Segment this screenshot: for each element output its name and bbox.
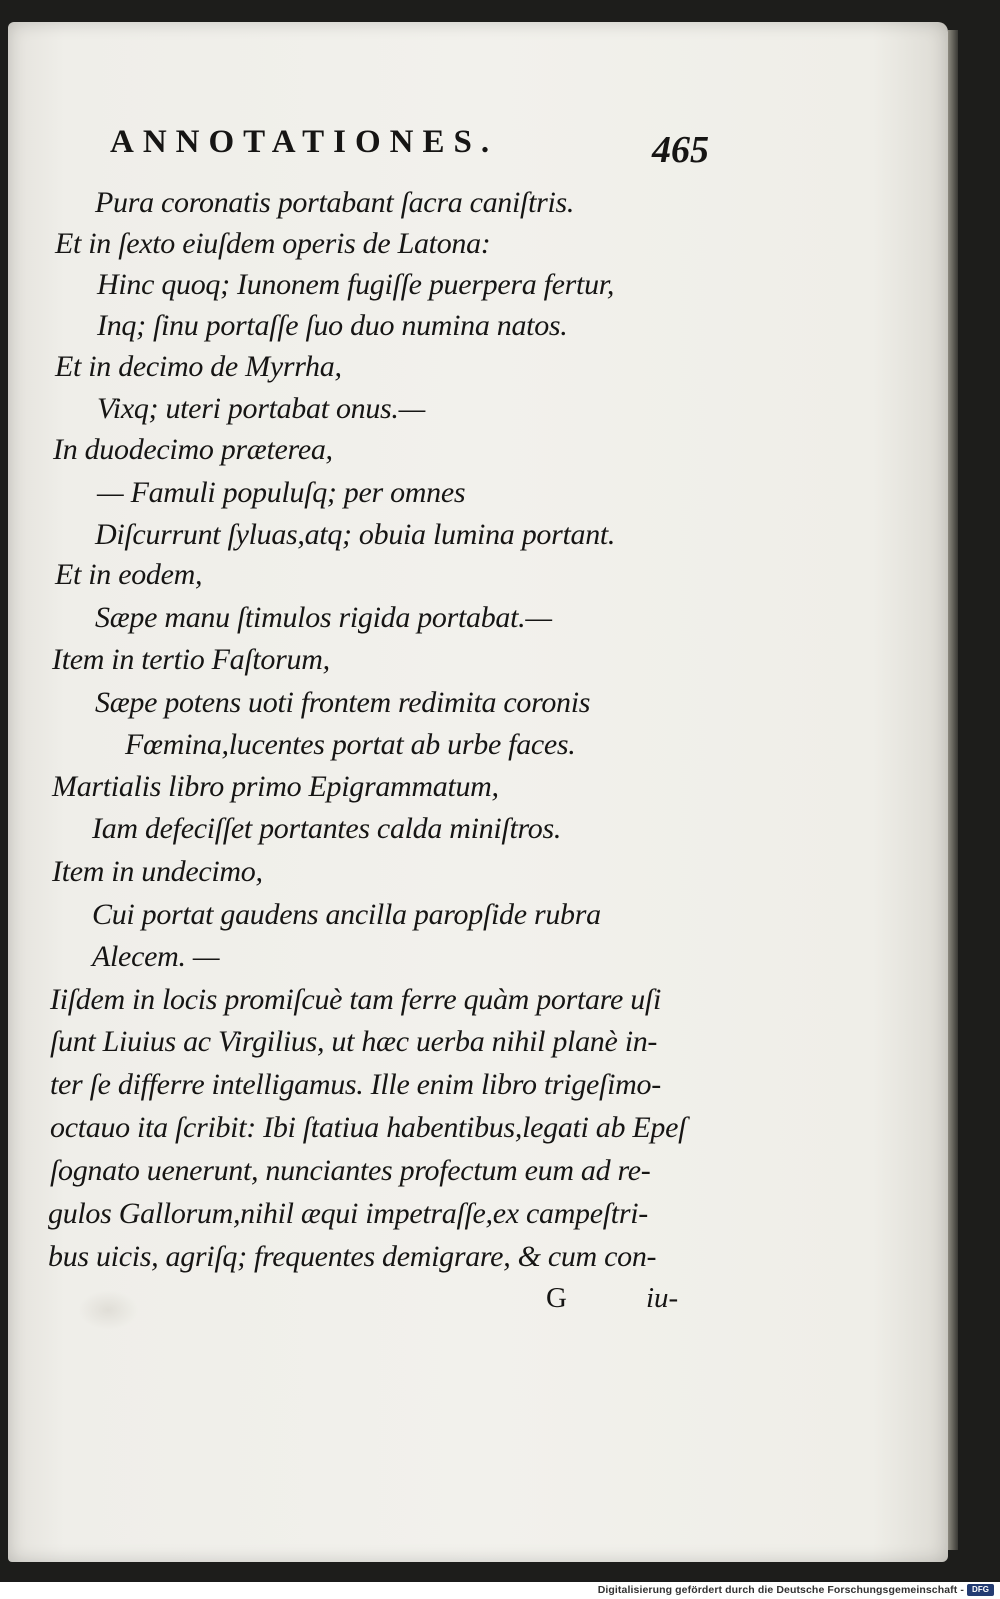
text-line: Hinc quoq; Iunonem fugiſſe puerpera fertur, bbox=[97, 268, 615, 301]
text-line: Iiſdem in locis promiſcuè tam ferre quàm portare uſi bbox=[50, 983, 661, 1016]
text-line: Diſcurrunt ſyluas,atq; obuia lumina portant. bbox=[95, 518, 616, 551]
text-line: Et in eodem, bbox=[55, 558, 203, 591]
text-line: Vixq; uteri portabat onus.— bbox=[97, 392, 425, 425]
text-line: octauo ita ſcribit: Ibi ſtatiua habentibus,legati ab Epeſ bbox=[50, 1111, 687, 1144]
catchword: iu- bbox=[646, 1282, 679, 1314]
funding-credit: Digitalisierung gefördert durch die Deutsche Forschungsgemeinschaft - bbox=[597, 1584, 964, 1596]
text-line: Martialis libro primo Epigrammatum, bbox=[52, 770, 499, 803]
text-line: Sæpe potens uoti frontem redimita coronis bbox=[95, 686, 591, 719]
page-number: 465 bbox=[652, 129, 709, 171]
text-line: Iam defeciſſet portantes calda miniſtros. bbox=[92, 812, 562, 845]
text-line: Pura coronatis portabant ſacra caniſtris. bbox=[95, 186, 575, 219]
text-line: ſunt Liuius ac Virgilius, ut hæc uerba nihil planè in- bbox=[50, 1025, 658, 1058]
text-line: — Famuli populuſq; per omnes bbox=[97, 476, 466, 509]
text-line: Item in tertio Faſtorum, bbox=[52, 643, 330, 676]
signature-mark: G bbox=[546, 1282, 567, 1314]
text-line: Inq; ſinu portaſſe ſuo duo numina natos. bbox=[97, 309, 568, 342]
text-line: bus uicis, agriſq; frequentes demigrare, & cum con- bbox=[48, 1240, 657, 1273]
text-line: Et in ſexto eiuſdem operis de Latona: bbox=[55, 227, 491, 260]
text-line: ter ſe differre intelligamus. Ille enim libro trigeſimo- bbox=[50, 1068, 661, 1101]
text-line: Et in decimo de Myrrha, bbox=[55, 350, 342, 383]
text-line: ſognato uenerunt, nunciantes profectum eum ad re- bbox=[50, 1154, 651, 1187]
text-line: Item in undecimo, bbox=[52, 855, 263, 888]
text-line: gulos Gallorum,nihil æqui impetraſſe,ex campeſtri- bbox=[48, 1197, 648, 1230]
text-line: In duodecimo præterea, bbox=[53, 433, 333, 466]
dfg-logo: DFG bbox=[967, 1584, 994, 1596]
text-line: Sæpe manu ſtimulos rigida portabat.— bbox=[95, 601, 552, 634]
text-line: Cui portat gaudens ancilla paropſide rubra bbox=[92, 898, 601, 931]
text-line: Fœmina,lucentes portat ab urbe faces. bbox=[125, 728, 576, 761]
text-line: Alecem. — bbox=[92, 940, 220, 973]
running-title: ANNOTATIONES. bbox=[110, 124, 499, 160]
